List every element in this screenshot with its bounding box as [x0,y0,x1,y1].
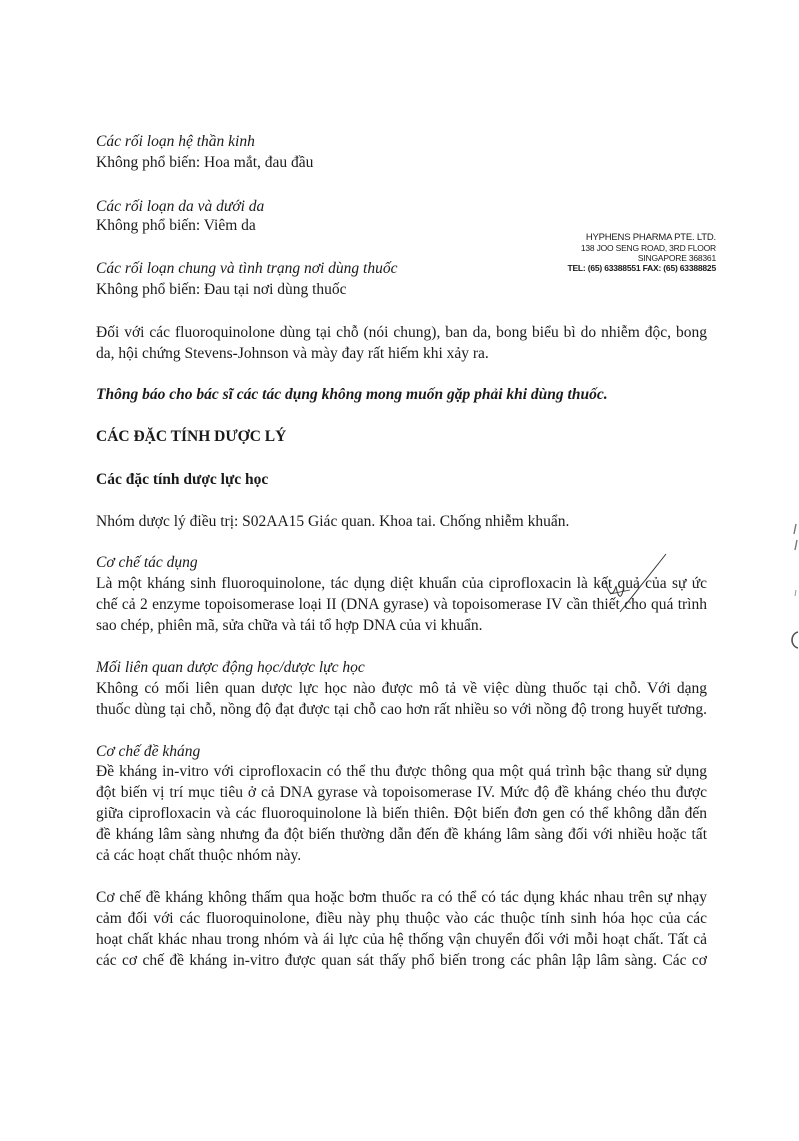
stamp-phone-fax: TEL: (65) 63388551 FAX: (65) 63388825 [567,263,716,273]
fluoroquinolone-note-line2: da, hội chứng Stevens-Johnson và mày đay rất hiếm khi xảy ra. [96,345,489,362]
neuro-disorders-text: Không phổ biến: Hoa mắt, đau đầu [96,154,314,171]
company-stamp [538,233,716,273]
subsection-heading: Các đặc tính dược lực học [96,471,269,488]
skin-disorders-title: Các rối loạn da và dưới da [96,198,265,215]
mechanism-title: Cơ chế tác dụng [96,554,198,571]
mechanism-line2: chế cả 2 enzyme topoisomerase loại II (DNA gyrase) và topoisomerase IV cần thiết cho quá trình [96,596,707,613]
resistance-para2-line3: hoạt chất khác nhau trong nhóm và ái lực của hệ thống vận chuyển đối với mỗi hoạt chất. Tất cả [96,931,707,948]
resistance-line4: đề kháng lâm sàng nhưng đa đột biến thường dẫn đến đề kháng lâm sàng đối với nhiều hoặc tất [96,826,707,843]
stamp-address: 138 JOO SENG ROAD, 3RD FLOOR [580,243,716,253]
edge-scan-mark [784,520,799,660]
resistance-line1: Đề kháng in-vitro với ciprofloxacin có thể thu được thông qua một quá trình bậc thang sử dụng [96,763,707,780]
general-disorders-title: Các rối loạn chung và tình trạng nơi dùng thuốc [96,260,398,277]
pkpd-title: Mối liên quan dược động học/dược lực học [96,659,365,676]
fluoroquinolone-note-line1: Đối với các fluoroquinolone dùng tại chỗ (nói chung), ban da, bong biểu bì do nhiễm độc, bong [96,324,707,341]
handwritten-initial-mark [590,550,680,625]
resistance-para2-line1: Cơ chế đề kháng không thấm qua hoặc bơm thuốc ra có thể có tác dụng khác nhau trên sự nhạy [96,889,707,906]
stamp-company-name: HYPHENS PHARMA PTE. LTD. [585,232,716,243]
mechanism-line3: sao chép, phiên mã, sửa chữa và tái tổ hợp DNA của vi khuẩn. [96,617,483,634]
pharmacotherapeutic-group: Nhóm dược lý điều trị: S02AA15 Giác quan. Khoa tai. Chống nhiễm khuẩn. [96,513,570,530]
resistance-para2-line4: các cơ chế đề kháng in-vitro được quan sát thấy phổ biến trong các phân lập lâm sàng. Các cơ [96,952,707,969]
resistance-line5: cả các hoạt chất thuộc nhóm này. [96,847,302,864]
neuro-disorders-title: Các rối loạn hệ thần kinh [96,133,255,150]
mechanism-line1: Là một kháng sinh fluoroquinolone, tác dụng diệt khuẩn của ciprofloxacin là kết quả của sự ức [96,575,707,592]
pkpd-line1: Không có mối liên quan dược lực học nào được mô tả về việc dùng thuốc tại chỗ. Với dạng [96,680,707,697]
stamp-city: SINGAPORE 368361 [637,253,716,263]
resistance-line3: giữa ciprofloxacin và các fluoroquinolone là biến thiên. Đột biến đơn gen có thể không dẫn đến [96,805,707,822]
section-heading: CÁC ĐẶC TÍNH DƯỢC LÝ [96,428,287,445]
doctor-notice: Thông báo cho bác sĩ các tác dụng không mong muốn gặp phải khi dùng thuốc. [96,386,608,403]
general-disorders-text: Không phổ biến: Đau tại nơi dùng thuốc [96,281,347,298]
resistance-para2-line2: cảm đối với các fluoroquinolone, điều này phụ thuộc vào các thuộc tính sinh hóa học của các [96,910,707,927]
pkpd-line2: thuốc dùng tại chỗ, nồng độ đạt được tại chỗ cao hơn rất nhiều so với nồng độ trong huyết tương. [96,701,707,718]
resistance-title: Cơ chế đề kháng [96,743,201,760]
skin-disorders-text: Không phổ biến: Viêm da [96,217,256,234]
resistance-line2: đột biến vị trí mục tiêu ở cả DNA gyrase và topoisomerase IV. Mức độ đề kháng chéo thu được [96,784,707,801]
